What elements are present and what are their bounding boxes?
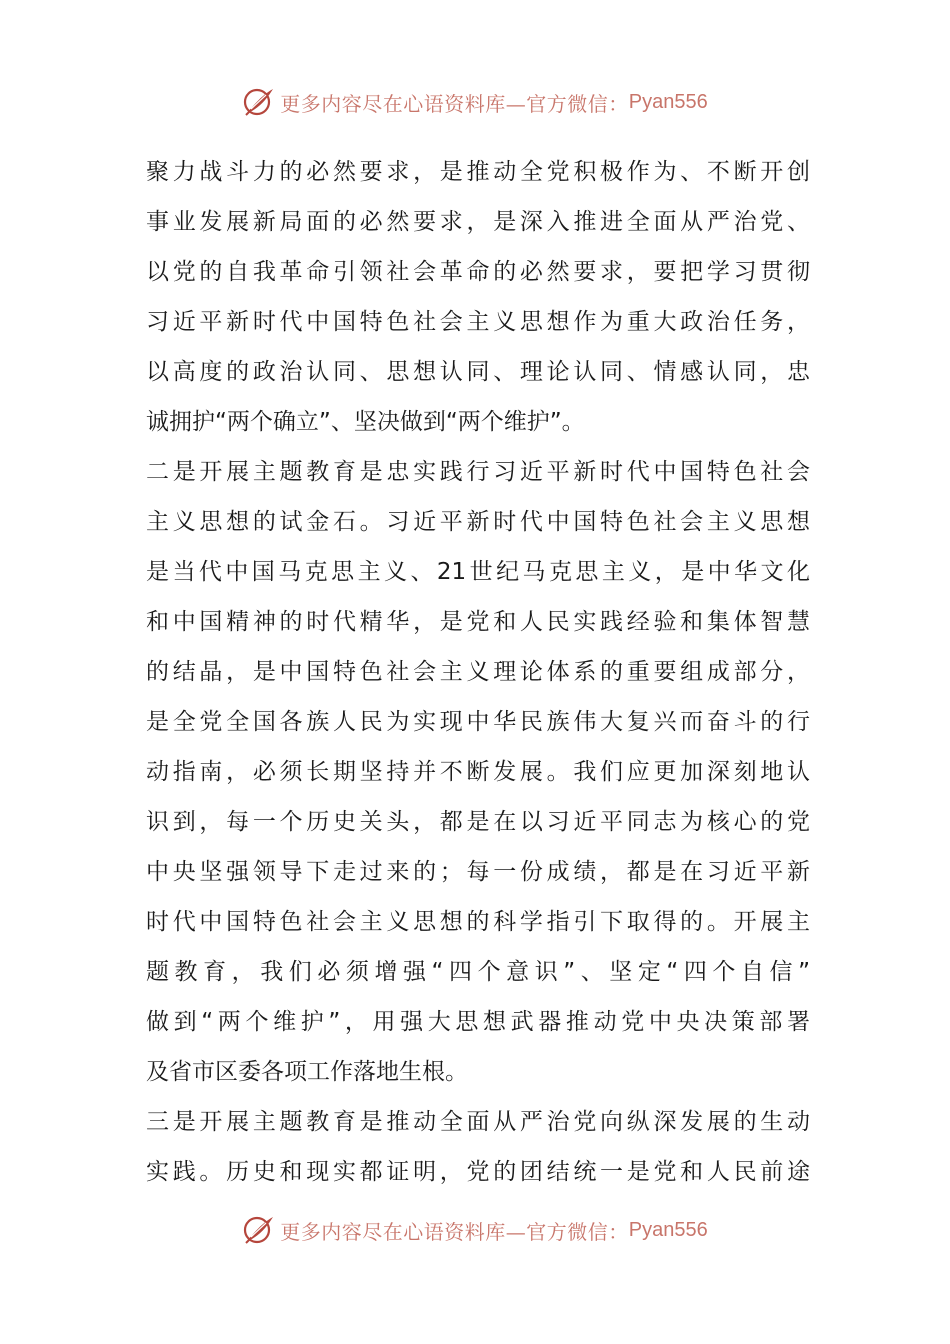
text-line: 做到“两个维护”，用强大思想武器推动党中央决策部署 [146, 1009, 810, 1035]
text-line: 习近平新时代中国特色社会主义思想作为重大政治任务， [146, 309, 810, 335]
text-line: 动指南，必须长期坚持并不断发展。我们应更加深刻地认 [146, 759, 810, 785]
text-line: 及省市区委各项工作落地生根。 [146, 1059, 468, 1085]
document-body [146, 147, 810, 1197]
text-line: 三是开展主题教育是推动全面从严治党向纵深发展的生动 [146, 1109, 810, 1135]
text-line: 时代中国特色社会主义思想的科学指引下取得的。开展主 [146, 909, 810, 935]
text-line: 二是开展主题教育是忠实践行习近平新时代中国特色社会 [146, 459, 810, 485]
text-line: 中央坚强领导下走过来的；每一份成绩，都是在习近平新 [146, 859, 810, 885]
text-line: 是当代中国马克思主义、21世纪马克思主义，是中华文化 [146, 559, 810, 585]
footer-banner [0, 1210, 950, 1250]
text-line: 的结晶，是中国特色社会主义理论体系的重要组成部分， [146, 659, 810, 685]
quill-logo-icon [242, 1213, 276, 1247]
footer-wechat-id: Pyan556 [628, 1218, 708, 1241]
text-line: 主义思想的试金石。习近平新时代中国特色社会主义思想 [146, 509, 810, 535]
text-line: 以党的自我革命引领社会革命的必然要求，要把学习贯彻 [146, 259, 810, 285]
text-line: 聚力战斗力的必然要求，是推动全党积极作为、不断开创 [146, 159, 810, 185]
header-banner [0, 82, 950, 122]
text-line: 和中国精神的时代精华，是党和人民实践经验和集体智慧 [146, 609, 810, 635]
text-line: 诚拥护“两个确立”、坚决做到“两个维护”。 [146, 409, 585, 435]
quill-logo-icon [242, 85, 276, 119]
header-text: 更多内容尽在心语资料库—官方微信： [280, 91, 629, 116]
text-line: 是全党全国各族人民为实现中华民族伟大复兴而奋斗的行 [146, 709, 810, 735]
text-line: 实践。历史和现实都证明，党的团结统一是党和人民前途 [146, 1159, 810, 1185]
text-line: 题教育，我们必须增强“四个意识”、坚定“四个自信” [146, 959, 810, 985]
header-wechat-id: Pyan556 [628, 90, 708, 113]
text-line: 识到，每一个历史关头，都是在以习近平同志为核心的党 [146, 809, 810, 835]
text-line: 以高度的政治认同、思想认同、理论认同、情感认同，忠 [146, 359, 810, 385]
footer-text: 更多内容尽在心语资料库—官方微信： [280, 1219, 629, 1244]
text-line: 事业发展新局面的必然要求，是深入推进全面从严治党、 [146, 209, 810, 235]
